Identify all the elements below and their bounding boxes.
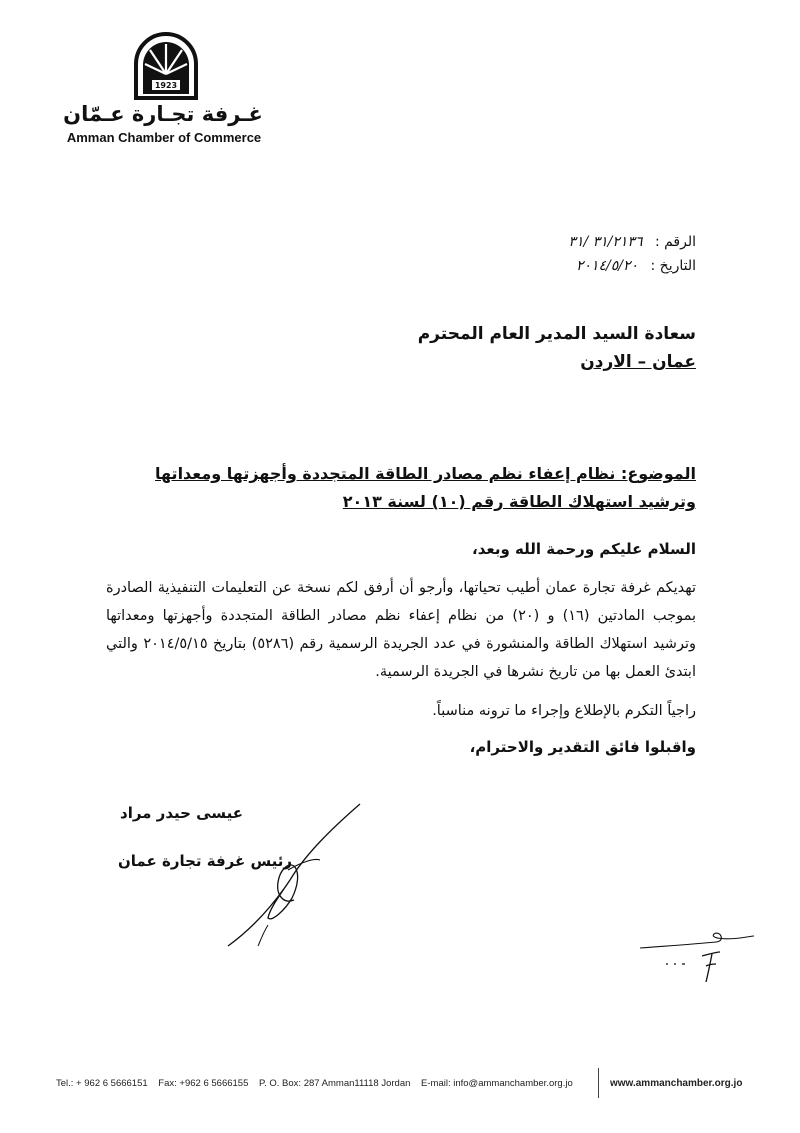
footer-website: www.ammanchamber.org.jo	[610, 1078, 743, 1089]
letter-closing-request: راجياً التكرم بالإطلاع وإجراء ما ترونه مناسباً.	[432, 703, 696, 719]
footer-divider	[598, 1068, 599, 1098]
logo-year: 1923	[154, 81, 178, 90]
handwritten-signature-icon	[210, 800, 370, 950]
organization-name-english: Amman Chamber of Commerce	[66, 130, 262, 145]
addressee-title: سعادة السيد المدير العام المحترم	[417, 324, 696, 344]
addressee-location: عمان – الاردن	[580, 352, 696, 372]
chamber-logo-icon	[130, 28, 202, 100]
addressee-block	[418, 320, 696, 376]
footer-po-box: P. O. Box: 287 Amman11118 Jordan	[259, 1078, 411, 1089]
letter-greeting: السلام عليكم ورحمة الله وبعد،	[472, 540, 696, 558]
reference-block	[568, 230, 696, 278]
letterhead-footer	[56, 1072, 756, 1096]
reference-number-value: ٣١/٢١٣٦ /٣١	[568, 234, 643, 250]
reference-date-row	[568, 254, 696, 278]
footer-email: E-mail: info@ammanchamber.org.jo	[421, 1078, 573, 1089]
reference-date-label: التاريخ :	[650, 258, 696, 274]
reference-number-row	[568, 230, 696, 254]
footer-telephone: Tel.: + 962 6 5666151	[56, 1078, 148, 1089]
organization-name-arabic: غـرفة تجـارة عـمّان	[63, 102, 263, 126]
letter-body: تهديكم غرفة تجارة عمان أطيب تحياتها، وأرجو أن أرفق لكم نسخة عن التعليمات التنفيذية الصادرة بموجب المادتين (١٦) و (٢٠) من نظام إعفاء نظم مصادر الطاقة المتجددة وأجهزتها ومعداتها وترشيد استهلاك الطاقة والمنشورة في عدد الجريدة الرسمية رقم (٥٢٨٦) بتاريخ ٢٠١٤/٥/١٥ والتي ابتدئ العمل بها من تاريخ نشرها في الجريدة الرسمية.	[106, 580, 696, 680]
letterhead	[40, 28, 280, 158]
reference-date-value: ٢٠١٤/٥/٢٠	[575, 258, 639, 274]
letter-closing-regards: واقبلوا فائق التقدير والاحترام،	[469, 738, 696, 756]
letter-subject	[106, 460, 696, 516]
signatory-title: رئيس غرفة تجارة عمان	[118, 852, 293, 870]
footer-fax: Fax: +962 6 5666155	[158, 1078, 249, 1089]
footer-contact-details	[56, 1078, 581, 1089]
signatory-name: عيسى حيدر مراد	[120, 804, 243, 822]
handwritten-initials-icon	[636, 918, 756, 988]
letter-subject-text: الموضوع: نظام إعفاء نظم مصادر الطاقة المتجددة وأجهزتها ومعداتها وترشيد استهلاك الطاقة رقم (١٠) لسنة ٢٠١٣	[154, 464, 696, 511]
reference-number-label: الرقم :	[654, 234, 696, 250]
